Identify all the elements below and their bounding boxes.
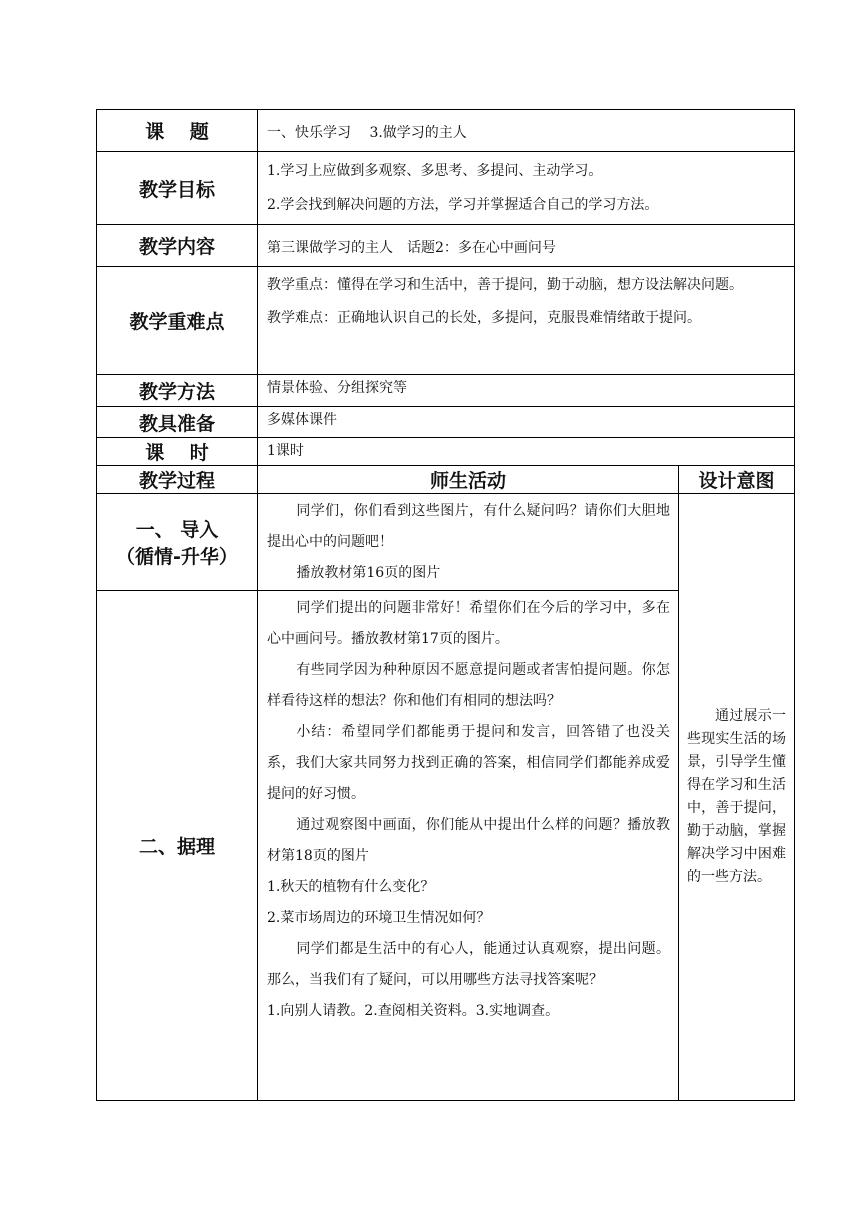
design-intent-cell [679,494,795,1101]
method-label: 教学方法 [97,375,258,407]
hours-row [97,438,795,466]
topic-value: 一、快乐学习 3.做学习的主人 [258,110,795,152]
stage1-label [97,494,258,591]
keypoints-row [97,267,795,375]
stage1-label-line2: （循情-升华） [116,546,238,568]
stage1-para: 同学们，你们看到这些图片，有什么疑问吗？请你们大胆地提出心中的问题吧！ [267,503,670,550]
stage2-methods: 1.向别人请教。2.查阅相关资料。3.实地调查。 [267,1003,560,1019]
stage2-para: 同学们提出的问题非常好！希望你们在今后的学习中，多在心中画问号。播放教材第17页的图片。 [267,600,670,647]
stage2-label: 二、据理 [97,591,258,1101]
stage1-para: 播放教材第16页的图片 [296,565,441,581]
content-row [97,225,795,267]
stage2-question: 2.菜市场周边的环境卫生情况如何？ [267,910,491,926]
stage2-activity [258,591,679,1101]
aids-value: 多媒体课件 [258,407,795,438]
intent-header: 设计意图 [679,466,795,494]
stage2-para: 小结：希望同学们都能勇于提问和发言，回答错了也没关系，我们大家共同努力找到正确的答案，相信同学们都能养成爱提问的好习惯。 [267,724,670,802]
topic-row [97,110,795,152]
goals-row [97,152,795,225]
goals-value [258,152,795,225]
goal-item: 1.学习上应做到多观察、多思考、多提问、主动学习。 [267,163,603,179]
stage2-para: 通过观察图中画面，你们能从中提出什么样的问题？播放教材第18页的图片 [267,817,670,864]
goal-item: 2.学会找到解决问题的方法，学习并掌握适合自己的学习方法。 [267,197,659,213]
stage1-activity [258,494,679,591]
keypoints-value [258,267,795,375]
stage2-para: 同学们都是生活中的有心人，能通过认真观察，提出问题。那么，当我们有了疑问，可以用哪些方法寻找答案呢？ [267,941,670,988]
method-value: 情景体验、分组探究等 [258,375,795,407]
stage2-question: 1.秋天的植物有什么变化？ [267,879,435,895]
hours-label: 课 时 [97,438,258,466]
aids-row [97,407,795,438]
goals-label: 教学目标 [97,152,258,225]
hours-value: 1课时 [258,438,795,466]
content-label: 教学内容 [97,225,258,267]
lesson-plan-table [96,109,795,1101]
key-difficulty: 教学难点：正确地认识自己的长处，多提问，克服畏难情绪敢于提问。 [267,310,701,326]
activity-header: 师生活动 [258,466,679,494]
content-value: 第三课做学习的主人 话题2：多在心中画问号 [258,225,795,267]
stage1-row [97,494,795,591]
keypoints-label: 教学重难点 [97,267,258,375]
stage2-para: 有些同学因为种种原因不愿意提问题或者害怕提问题。你怎样看待这样的想法？你和他们有相同的想法吗？ [267,662,670,709]
process-header-row [97,466,795,494]
process-header: 教学过程 [97,466,258,494]
topic-label: 课 题 [97,110,258,152]
aids-label: 教具准备 [97,407,258,438]
key-focus: 教学重点：懂得在学习和生活中，善于提问，勤于动脑，想方设法解决问题。 [267,277,743,293]
design-intent-text: 通过展示一些现实生活的场景，引导学生懂得在学习和生活中，善于提问，勤于动脑，掌握解决学习中困难的一些方法。 [687,708,786,885]
method-row [97,375,795,407]
stage1-label-line1: 一、 导入 [135,519,219,541]
